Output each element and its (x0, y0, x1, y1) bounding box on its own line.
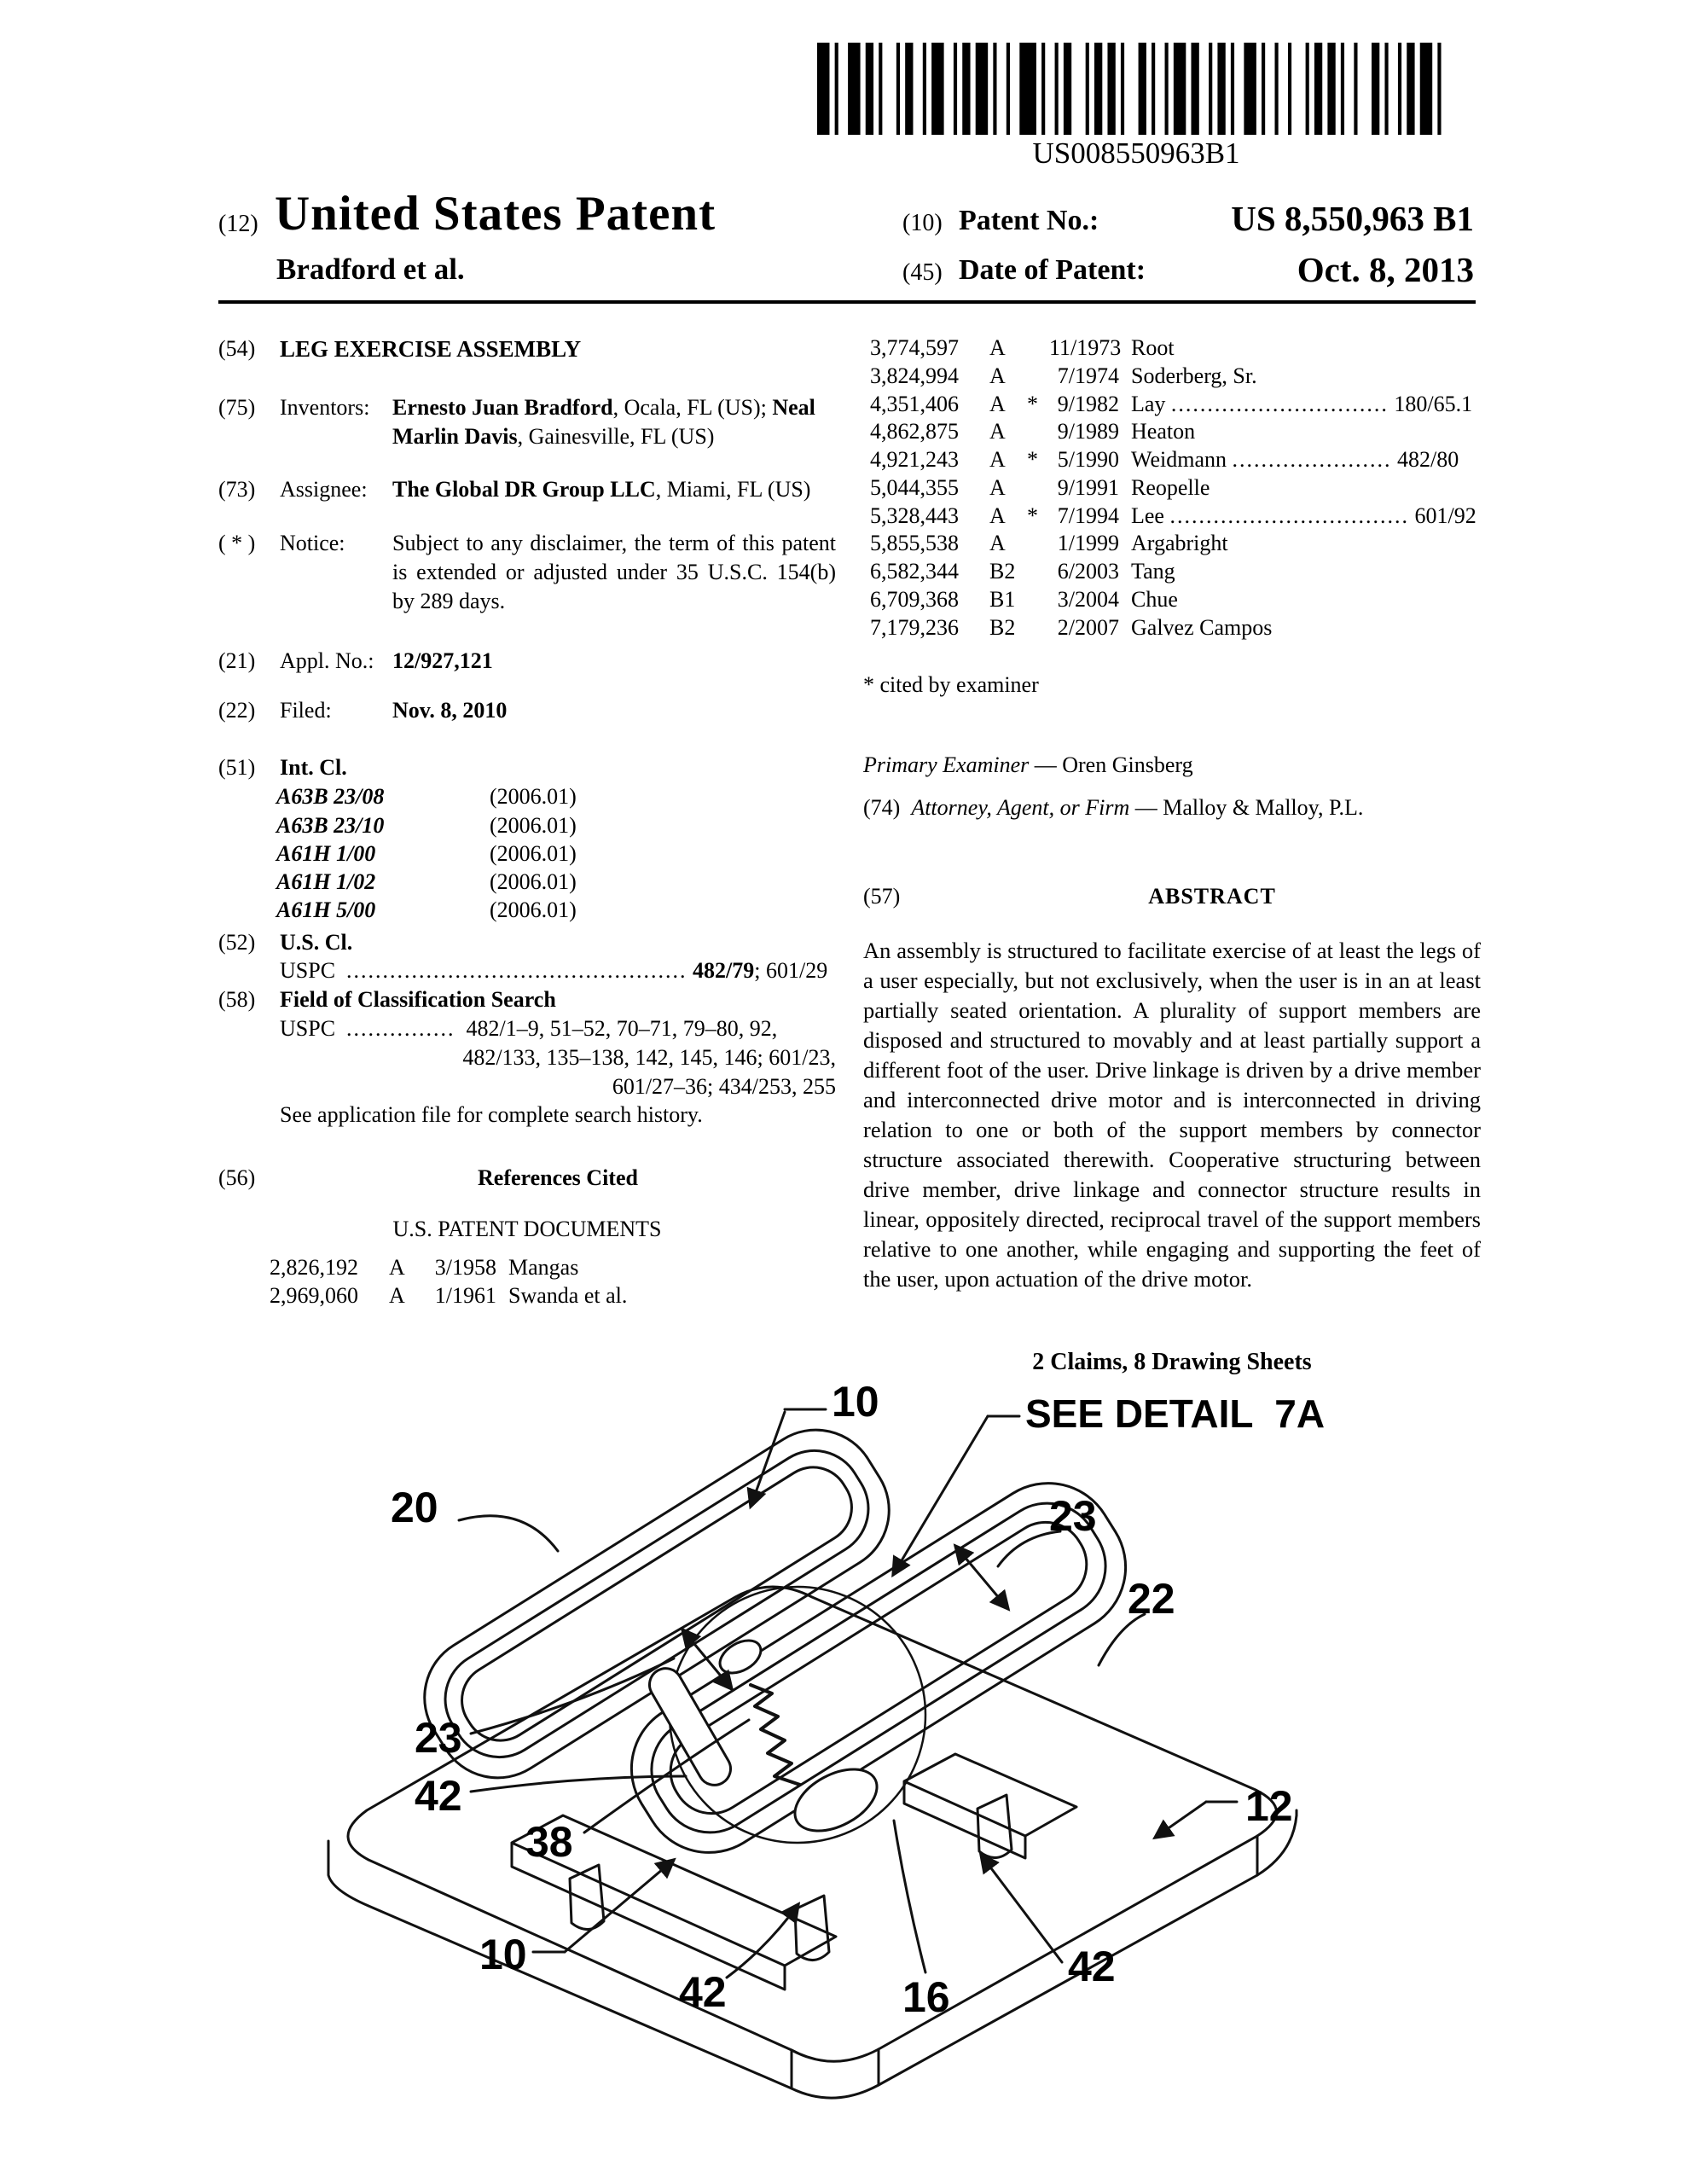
ref-star (1027, 418, 1049, 446)
attorney-label: Attorney, Agent, or Firm (911, 794, 1130, 820)
ref-number: 2,969,060 (270, 1282, 358, 1308)
section-73-num: (73) (218, 476, 256, 502)
assignee-loc: , Miami, FL (US) (655, 476, 811, 502)
ref-number: 4,862,875 (870, 419, 959, 444)
figure-label-42-bottom-center: 42 (679, 1968, 727, 2016)
int-cl-row (218, 811, 836, 839)
inventor-2: Neal Marlin Davis (392, 395, 815, 449)
ref-kind: A (989, 447, 1006, 472)
ref-star: * (1027, 391, 1038, 416)
inventors-value (392, 393, 836, 451)
ref-number: 4,351,406 (870, 391, 959, 416)
primary-examiner-label: Primary Examiner (863, 752, 1030, 778)
ref-number: 3,824,994 (870, 363, 959, 388)
int-cl-row (218, 839, 836, 868)
field-code-10: (10) (902, 210, 943, 236)
uspc-main-class: 482/79 (693, 958, 755, 984)
appl-no-value: 12/927,121 (392, 648, 493, 673)
dotted-leader: ............................................... (346, 958, 687, 984)
int-cl-year: (2006.01) (490, 784, 577, 810)
ref-number: 5,855,538 (870, 531, 959, 556)
ref-kind: A (989, 335, 1006, 360)
header-divider (218, 300, 1476, 304)
ref-name: Reopelle (1131, 474, 1210, 500)
reference-row (863, 446, 1481, 474)
us-patent-documents-header: U.S. PATENT DOCUMENTS (392, 1216, 662, 1241)
section-51-num: (51) (218, 755, 256, 781)
ref-number: 6,582,344 (870, 559, 959, 584)
int-cl-year: (2006.01) (490, 840, 577, 866)
int-cl-code: A63B 23/10 (276, 812, 385, 838)
section-56-num: (56) (218, 1165, 256, 1191)
reference-row (863, 418, 1481, 446)
ref-number: 2,826,192 (270, 1254, 358, 1280)
attorney-name: — Malloy & Malloy, P.L. (1129, 794, 1364, 820)
notice-text: Subject to any disclaimer, the term of this patent is extended or adjusted under 35 U.S.C. 154(b) by 289 days. (392, 531, 836, 614)
ref-date: 1/1999 (1057, 531, 1119, 556)
section-56 (218, 1164, 836, 1193)
section-58-num: (58) (218, 987, 256, 1013)
ref-name: Lay .............................. 180/65.1 (1131, 391, 1473, 416)
ref-kind: A (389, 1282, 405, 1308)
inventor-1-loc: , Ocala, FL (US); (612, 395, 773, 421)
assignee-value (392, 475, 836, 504)
ref-kind: B1 (989, 586, 1016, 612)
reference-row (863, 558, 1481, 586)
reference-row (863, 530, 1481, 558)
ref-name: Mangas (508, 1254, 579, 1280)
section-75 (218, 393, 836, 451)
figure-label-42-left: 42 (415, 1772, 462, 1820)
reference-row (863, 474, 1481, 502)
ref-date: 6/2003 (1057, 559, 1119, 584)
ref-date: 2/2007 (1057, 614, 1119, 640)
references-cited-label: References Cited (478, 1165, 638, 1191)
section-75-num: (75) (218, 395, 256, 421)
date-of-patent-label: Date of Patent: (959, 254, 1146, 286)
int-cl-year: (2006.01) (490, 869, 577, 895)
section-58 (218, 985, 836, 1014)
ref-name: Lee ................................. 601/92 (1131, 502, 1476, 528)
ref-star (1027, 474, 1049, 502)
appl-no-label: Appl. No.: (280, 648, 374, 673)
barcode (817, 43, 1455, 135)
abstract-label: ABSTRACT (1148, 883, 1276, 909)
ref-star (1027, 334, 1049, 363)
patent-no-value: US 8,550,963 B1 (1231, 199, 1474, 238)
ref-kind: A (989, 502, 1006, 528)
section-22 (218, 696, 836, 725)
cited-by-examiner-note: * cited by examiner (863, 672, 1039, 698)
invention-title: LEG EXERCISE ASSEMBLY (280, 336, 582, 362)
us-cl-label: U.S. Cl. (280, 929, 353, 955)
figure-label-see-detail-7a: SEE DETAIL 7A (1025, 1391, 1326, 1436)
barcode-text: US008550963B1 (1032, 136, 1240, 170)
ref-date: 1/1961 (434, 1282, 496, 1308)
ref-name: Heaton (1131, 419, 1196, 444)
ref-kind: B2 (989, 559, 1016, 584)
ref-number: 7,179,236 (870, 614, 959, 640)
ref-star (1027, 363, 1049, 391)
section-notice (218, 529, 836, 615)
section-22-num: (22) (218, 697, 256, 723)
ref-name: Argabright (1131, 531, 1228, 556)
ref-date: 9/1989 (1057, 419, 1119, 444)
ref-star (1027, 614, 1049, 642)
section-54-num: (54) (218, 336, 256, 361)
ref-date: 9/1991 (1057, 474, 1119, 500)
fcs-classes-1: 482/1–9, 51–52, 70–71, 79–80, 92, (466, 1015, 778, 1041)
filed-label: Filed: (280, 697, 332, 723)
ref-date: 11/1973 (1049, 335, 1122, 360)
reference-row (863, 391, 1481, 419)
section-52-num: (52) (218, 929, 256, 955)
reference-row (863, 334, 1481, 363)
ref-number: 6,709,368 (870, 586, 959, 612)
int-cl-label: Int. Cl. (280, 755, 347, 781)
left-references (218, 1254, 836, 1310)
reference-row (863, 502, 1481, 531)
ref-kind: A (989, 531, 1006, 556)
ref-number: 3,774,597 (870, 335, 959, 360)
ref-date: 7/1974 (1057, 363, 1119, 388)
figure-label-22: 22 (1128, 1575, 1175, 1623)
int-cl-code: A63B 23/08 (276, 784, 385, 810)
section-73 (218, 475, 836, 504)
figure-label-10-top: 10 (832, 1378, 879, 1426)
figure-label-10-bottom: 10 (479, 1931, 527, 1978)
ref-name: Galvez Campos (1131, 614, 1273, 640)
reference-row (218, 1282, 836, 1310)
ref-number: 5,328,443 (870, 502, 959, 528)
ref-kind: A (989, 363, 1006, 388)
ref-star (1027, 558, 1049, 586)
figure-label-12: 12 (1245, 1782, 1293, 1830)
fcs-classes-3: 601/27–36; 434/253, 255 (612, 1073, 836, 1099)
inventors-label: Inventors: (280, 395, 370, 421)
int-cl-code: A61H 1/00 (276, 840, 376, 866)
fcs-classes-2: 482/133, 135–138, 142, 145, 146; 601/23, (462, 1044, 836, 1070)
claims-note: 2 Claims, 8 Drawing Sheets (1032, 1349, 1312, 1376)
ref-star (1027, 586, 1049, 614)
notice-star: ( * ) (218, 531, 256, 556)
ref-kind: A (989, 419, 1006, 444)
primary-examiner-line (863, 751, 1481, 780)
ref-kind: A (989, 391, 1006, 416)
reference-row (863, 586, 1481, 614)
section-21 (218, 647, 836, 676)
ref-kind: A (989, 474, 1006, 500)
right-column (863, 334, 1481, 1378)
ref-date: 5/1990 (1057, 447, 1119, 472)
fcs-line2 (218, 1043, 836, 1072)
drive-motor (785, 1757, 887, 1844)
section-57 (863, 882, 1481, 911)
fcs-uspc-label: USPC (280, 1015, 336, 1041)
right-references (863, 334, 1481, 642)
search-history-note: See application file for complete search history. (280, 1102, 703, 1128)
ref-name: Chue (1131, 586, 1178, 612)
right-rail (904, 1754, 1076, 1858)
figure-label-20: 20 (391, 1484, 438, 1531)
uspc-label: USPC (280, 958, 336, 984)
ref-date: 7/1994 (1057, 502, 1119, 528)
int-cl-code: A61H 1/02 (276, 869, 376, 895)
fcs-line1 (218, 1014, 836, 1043)
figure-label-38: 38 (525, 1818, 573, 1866)
kind-code-12: (12) (218, 211, 258, 237)
field-search-label: Field of Classification Search (280, 987, 556, 1013)
base-plate-edge (328, 1815, 1297, 2098)
attorney-line (863, 793, 1481, 822)
assignee-label: Assignee: (280, 476, 368, 502)
notice-label: Notice: (280, 531, 345, 556)
ref-name: Tang (1131, 559, 1175, 584)
int-cl-row (218, 896, 836, 924)
reference-row (218, 1254, 836, 1282)
support-foot (570, 1865, 604, 1930)
ref-kind: A (389, 1254, 405, 1280)
field-code-45: (45) (902, 259, 943, 286)
inventor-2-loc: , Gainesville, FL (US) (517, 423, 715, 449)
figure-label-23-right: 23 (1049, 1492, 1097, 1540)
leader-lines (459, 1409, 1237, 1978)
figure-label-16: 16 (902, 1973, 950, 2021)
ref-date: 3/2004 (1057, 586, 1119, 612)
fcs-value1 (280, 1014, 836, 1043)
ref-name: Swanda et al. (508, 1282, 628, 1308)
ref-number: 5,044,355 (870, 474, 959, 500)
inventor-1: Ernesto Juan Bradford (392, 395, 613, 421)
ref-star: * (1027, 447, 1038, 472)
int-cl-row (218, 782, 836, 810)
section-51 (218, 753, 836, 782)
section-52 (218, 928, 836, 957)
dotted-leader: ............... (346, 1015, 455, 1041)
ref-kind: B2 (989, 614, 1016, 640)
fcs-line3 (218, 1072, 836, 1101)
inventor-short-name: Bradford et al. (276, 253, 465, 286)
abstract-text: An assembly is structured to facilitate exercise of at least the legs of a user especially, but not exclusively, when the user is in an at least partially seated orientation. A plurality of support members are disposed and structured to movably and at least partially support a different foot of the user. Drive linkage is driven by a drive member and interconnected drive motor and is interconnected in driving relation to one or both of the support members by connector structure associated therewith. Cooperative structuring between drive member, drive linkage and connector structure results in linear, oppositely directed, reciprocal travel of the support members relative to one another, while engaging and supporting the feet of the user, upon actuation of the drive motor. (863, 938, 1481, 1292)
ref-name: Root (1131, 335, 1175, 360)
reference-row (863, 614, 1481, 642)
ref-name: Soderberg, Sr. (1131, 363, 1257, 388)
reference-row (863, 363, 1481, 391)
figure-label-23-left: 23 (415, 1714, 462, 1762)
section-57-num: (57) (863, 883, 901, 909)
int-cl-year: (2006.01) (490, 812, 577, 838)
section-74-num: (74) (863, 794, 901, 820)
patent-no-label: Patent No.: (959, 205, 1099, 236)
figure-label-42-bottom-right: 42 (1068, 1943, 1116, 1990)
uspc-extra-class: ; 601/29 (754, 958, 828, 984)
date-of-patent-value: Oct. 8, 2013 (1297, 250, 1474, 289)
primary-examiner-name: — Oren Ginsberg (1029, 752, 1193, 778)
ref-star (1027, 530, 1049, 558)
int-cl-row (218, 868, 836, 896)
ref-date: 3/1958 (434, 1254, 496, 1280)
uspc-line (218, 956, 836, 985)
int-cl-year: (2006.01) (490, 897, 577, 923)
section-54 (218, 334, 836, 364)
section-21-num: (21) (218, 648, 256, 673)
uspc-value (280, 956, 836, 985)
ref-star: * (1027, 502, 1038, 528)
left-column (218, 334, 836, 1310)
ref-name: Weidmann ...................... 482/80 (1131, 447, 1459, 472)
assignee-name: The Global DR Group LLC (392, 476, 656, 502)
page-title: United States Patent (275, 187, 716, 241)
filed-value: Nov. 8, 2010 (392, 697, 508, 723)
ref-number: 4,921,243 (870, 447, 959, 472)
ref-date: 9/1982 (1057, 391, 1119, 416)
fcs-note-row (218, 1101, 836, 1130)
int-cl-code: A61H 5/00 (276, 897, 376, 923)
